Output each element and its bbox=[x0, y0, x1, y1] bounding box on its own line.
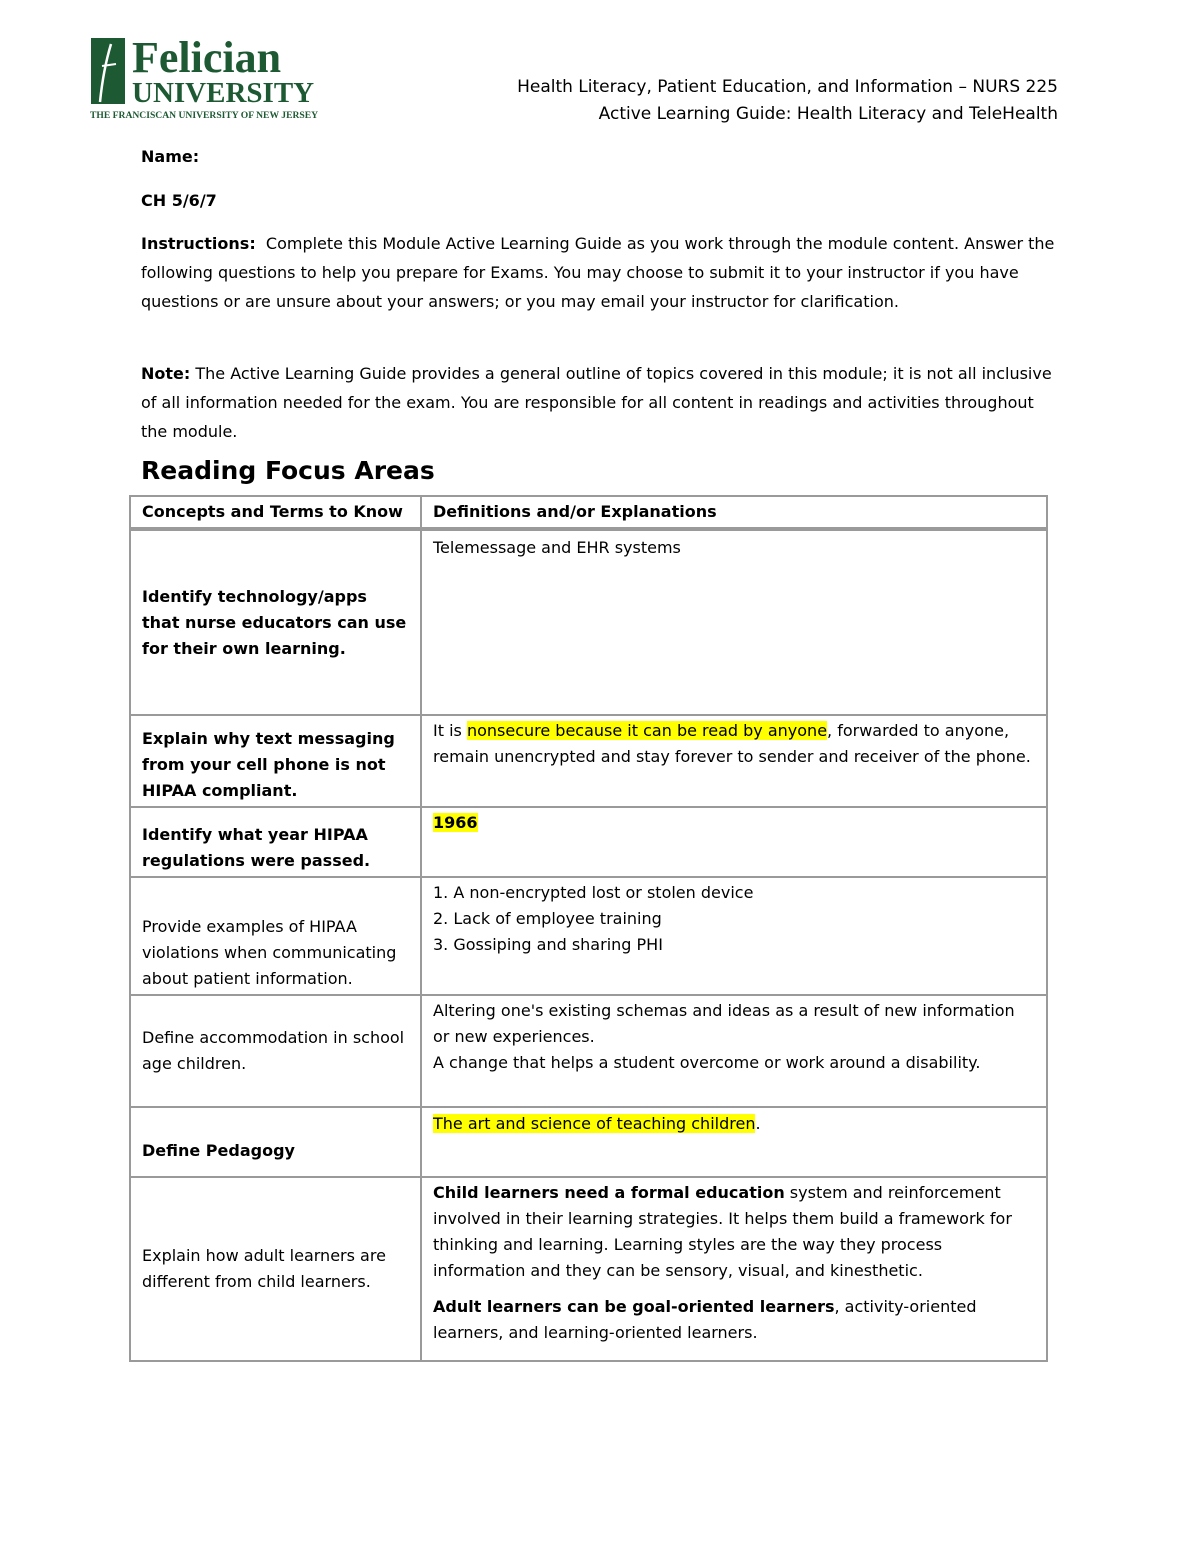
row-definition: The art and science of teaching children. bbox=[421, 1107, 1047, 1177]
table-header-row bbox=[130, 496, 1047, 529]
table-row bbox=[130, 995, 1047, 1107]
instructions-paragraph bbox=[141, 229, 1061, 316]
note-paragraph bbox=[141, 359, 1061, 446]
row-definition: Telemessage and EHR systems bbox=[421, 529, 1047, 715]
felician-university-logo bbox=[88, 34, 338, 122]
reading-focus-table bbox=[129, 495, 1048, 1362]
row-term: Explain why text messaging from your cell phone is not HIPAA compliant. bbox=[130, 715, 421, 807]
row-definition: Altering one's existing schemas and ideas as a result of new information or new experiences. A change that helps a student overcome or work around a disability. bbox=[421, 995, 1047, 1107]
header-guide-title: Active Learning Guide: Health Literacy and TeleHealth bbox=[598, 104, 1058, 124]
row-term: Provide examples of HIPAA violations when communicating about patient information. bbox=[130, 877, 421, 995]
highlighted-text: 1966 bbox=[433, 813, 478, 832]
table-row bbox=[130, 1107, 1047, 1177]
table-row bbox=[130, 1177, 1047, 1361]
note-text: The Active Learning Guide provides a general outline of topics covered in this module; it is not all inclusive of all information needed for the exam. You are responsible for all content in readings and activities throughout the module. bbox=[141, 364, 1052, 441]
table-row bbox=[130, 877, 1047, 995]
row-definition bbox=[421, 877, 1047, 995]
list-item: 2. Lack of employee training bbox=[433, 909, 662, 928]
row-definition bbox=[421, 1177, 1047, 1361]
note-label: Note: bbox=[141, 364, 191, 383]
row-term: Define accommodation in school age children. bbox=[130, 995, 421, 1107]
row-term: Identify what year HIPAA regulations were passed. bbox=[130, 807, 421, 877]
logo-sub: UNIVERSITY bbox=[132, 77, 315, 109]
section-title: Reading Focus Areas bbox=[141, 456, 435, 485]
name-label: Name: bbox=[141, 147, 200, 166]
row-definition bbox=[421, 807, 1047, 877]
table-row bbox=[130, 807, 1047, 877]
header-course: Health Literacy, Patient Education, and Information – NURS 225 bbox=[517, 77, 1058, 97]
row-term: Explain how adult learners are different from child learners. bbox=[130, 1177, 421, 1361]
chapters-label: CH 5/6/7 bbox=[141, 191, 217, 210]
row-term: Identify technology/apps that nurse educators can use for their own learning. bbox=[130, 529, 421, 715]
column-header-definitions: Definitions and/or Explanations bbox=[421, 496, 1047, 529]
row-term: Define Pedagogy bbox=[130, 1107, 421, 1177]
child-learners-paragraph: Child learners need a formal education system and reinforcement involved in their learning strategies. It helps them build a framework for thinking and learning. Learning styles are the way they process information and they can be sensory, visual, and kinesthetic. bbox=[433, 1183, 1012, 1280]
adult-learners-paragraph: Adult learners can be goal-oriented learners, activity-oriented learners, and learning-oriented learners. bbox=[433, 1297, 977, 1342]
table-row bbox=[130, 529, 1047, 715]
list-item: 3. Gossiping and sharing PHI bbox=[433, 935, 663, 954]
logo-name: Felician bbox=[132, 34, 282, 82]
table-row bbox=[130, 715, 1047, 807]
highlighted-text: The art and science of teaching children bbox=[433, 1114, 756, 1133]
instructions-label: Instructions: bbox=[141, 234, 256, 253]
list-item: 1. A non-encrypted lost or stolen device bbox=[433, 883, 754, 902]
row-definition: It is nonsecure because it can be read by anyone, forwarded to anyone, remain unencrypted and stay forever to sender and receiver of the phone. bbox=[421, 715, 1047, 807]
logo-tagline: THE FRANCISCAN UNIVERSITY OF NEW JERSEY bbox=[90, 110, 319, 121]
instructions-text: Complete this Module Active Learning Guide as you work through the module content. Answer the following questions to help you prepare for Exams. You may choose to submit it to your instructor if you have questions or are unsure about your answers; or you may email your instructor for clarification. bbox=[141, 234, 1055, 311]
document-header bbox=[517, 74, 1058, 128]
highlighted-text: nonsecure because it can be read by anyone bbox=[466, 721, 828, 740]
column-header-concepts: Concepts and Terms to Know bbox=[130, 496, 421, 529]
